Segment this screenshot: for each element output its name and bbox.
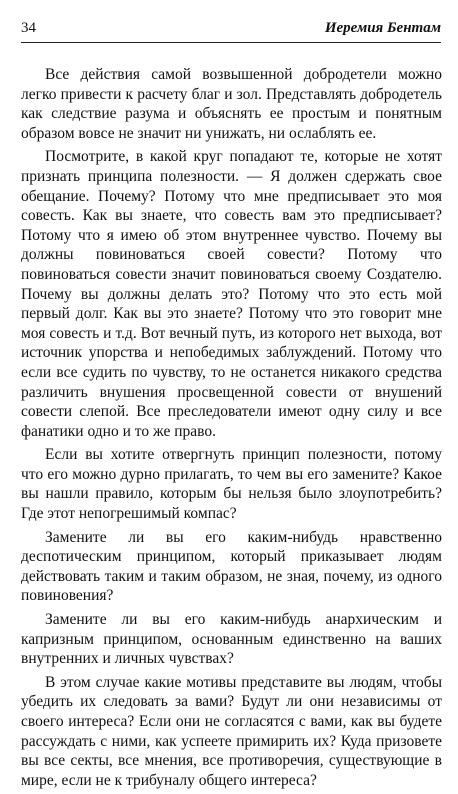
- paragraph: Замените ли вы его каким-нибудь анархическим и капризным принципом, основанным единственно на ваших внутренних и личных чувствах?: [21, 611, 442, 668]
- paragraph: Посмотрите, в какой круг попадают те, которые не хотят признать принципа полезности. — Я должен сдержать свое обещание. Почему? Потому что мне предписывает это моя совесть. Как вы знаете, что совесть вам это предписывает? Потому что я имею об этом внутреннее чувство. Почему вы должны повиноваться своей совести? Потому что повиноваться совести значит повиноваться своему Создателю. Почему вы должны делать это? Потому что это есть мой первый долг. Как вы это знаете? Потому что это говорит мне моя совесть и т.д. Вот вечный путь, из которого нет выхода, вот источник упорства и непобедимых заблуждений. Потому что если все судить по чувству, то не останется никакого средства различить внушения просвещенной совести от внушений совести слепой. Все преследователи имеют одну силу и все фанатики одно и то же право.: [21, 148, 442, 440]
- paragraph: Если вы хотите отвергнуть принцип полезности, потому что его можно дурно прилагать, то чем вы его замените? Какое вы нашли правило, которым бы нельзя было злоупотребить? Где этот непогрешимый компас?: [21, 446, 442, 523]
- page-header: [21, 18, 441, 43]
- page-body: [21, 65, 442, 794]
- paragraph: Замените ли вы его каким-нибудь нравственно деспотическим принципом, который приказывает людям действовать таким и таким образом, не зная, почему, из одного повиновения?: [21, 528, 442, 605]
- page-number: 34: [21, 20, 36, 36]
- running-head: Иеремия Бентам: [324, 20, 441, 36]
- paragraph: В этом случае какие мотивы представите вы людям, чтобы убедить их следовать за вами? Будут ли они независимы от своего интереса? Если они не согласятся с вами, как вы будете рассуждать с ними, как успеете примирить их? Куда призовете вы все секты, все мнения, все противоречия, существующие в мире, если не к трибуналу общего интереса?: [21, 673, 442, 789]
- paragraph: Все действия самой возвышенной добродетели можно легко привести к расчету благ и зол. Представлять добродетель как следствие разума и объяснять ее простым и понятным образом вовсе не значит ни унижать, ни ослаблять ее.: [21, 66, 442, 142]
